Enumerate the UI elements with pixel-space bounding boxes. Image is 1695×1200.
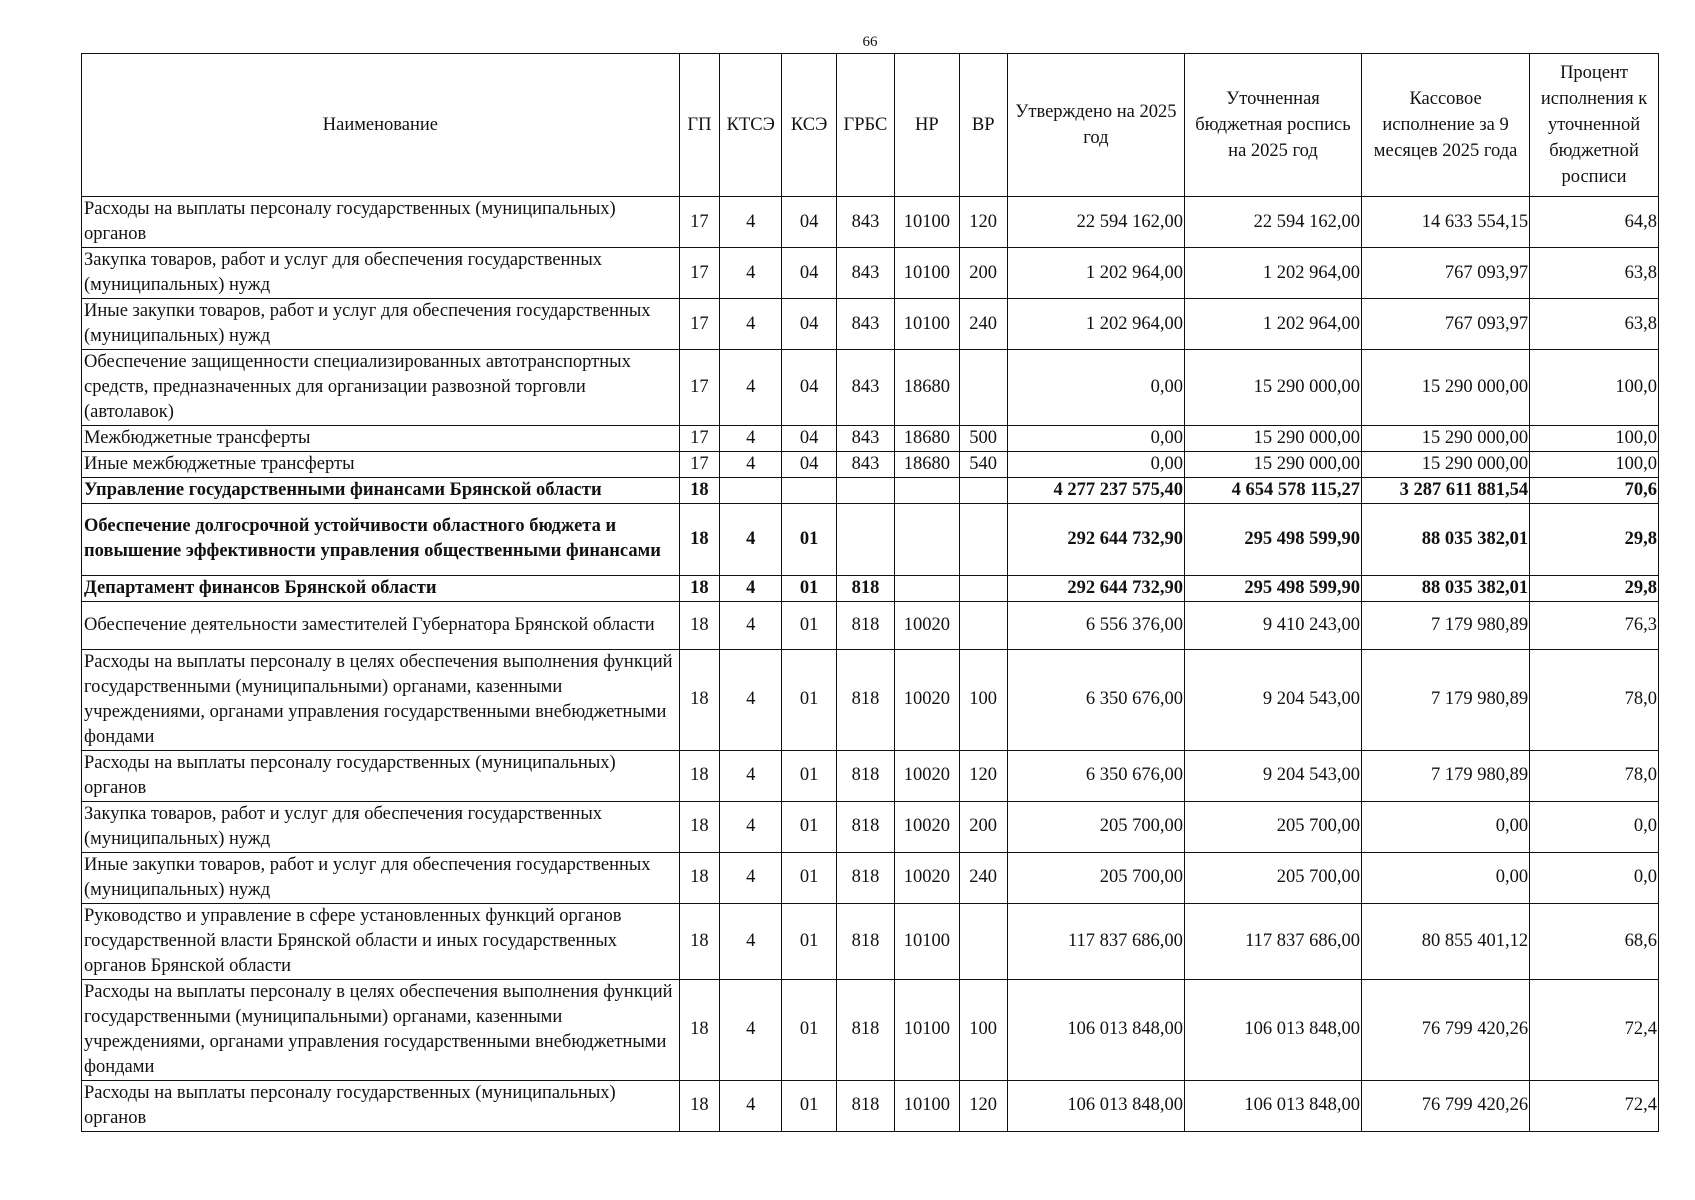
cell-gp: 18 [679,478,719,504]
cell-nr: 10100 [895,903,959,979]
cell-approved: 0,00 [1007,452,1184,478]
cell-percent: 72,4 [1530,1080,1659,1131]
cell-nr: 10100 [895,299,959,350]
cell-gp: 18 [679,979,719,1080]
cell-kse: 01 [782,801,836,852]
header-grbs: ГРБС [836,54,894,197]
table-row [82,504,1659,576]
cell-kse: 04 [782,299,836,350]
cell-percent: 63,8 [1530,299,1659,350]
cell-approved: 22 594 162,00 [1007,197,1184,248]
cell-name: Обеспечение защищенности специализированных автотранспортных средств, предназначенных для организации развозной торговли (автолавок) [82,350,680,426]
cell-refined: 22 594 162,00 [1184,197,1361,248]
cell-gp: 18 [679,852,719,903]
cell-nr: 18680 [895,350,959,426]
cell-ktse: 4 [720,197,782,248]
cell-nr [895,478,959,504]
cell-refined: 15 290 000,00 [1184,452,1361,478]
cell-gp: 17 [679,452,719,478]
cell-percent: 0,0 [1530,852,1659,903]
cell-refined: 295 498 599,90 [1184,504,1361,576]
cell-gp: 17 [679,350,719,426]
table-row [82,478,1659,504]
cell-cash: 88 035 382,01 [1362,575,1530,601]
header-nr: НР [895,54,959,197]
cell-cash: 0,00 [1362,852,1530,903]
page-number: 66 [862,34,878,50]
cell-percent: 76,3 [1530,601,1659,649]
cell-refined: 106 013 848,00 [1184,979,1361,1080]
cell-grbs: 843 [836,452,894,478]
cell-grbs: 818 [836,601,894,649]
cell-vr [959,903,1007,979]
cell-grbs: 843 [836,248,894,299]
cell-grbs: 818 [836,575,894,601]
cell-gp: 17 [679,426,719,452]
cell-nr: 10020 [895,601,959,649]
cell-name: Расходы на выплаты персоналу государственных (муниципальных) органов [82,197,680,248]
table-row [82,350,1659,426]
cell-vr: 540 [959,452,1007,478]
cell-name: Закупка товаров, работ и услуг для обеспечения государственных (муниципальных) нужд [82,801,680,852]
cell-grbs [836,504,894,576]
cell-vr: 120 [959,750,1007,801]
cell-refined: 117 837 686,00 [1184,903,1361,979]
header-cash: Кассовое исполнение за 9 месяцев 2025 года [1362,54,1530,197]
table-row [82,575,1659,601]
cell-vr: 240 [959,852,1007,903]
cell-name: Расходы на выплаты персоналу государственных (муниципальных) органов [82,1080,680,1131]
cell-kse: 01 [782,903,836,979]
cell-vr: 100 [959,649,1007,750]
cell-ktse: 4 [720,1080,782,1131]
table-row [82,197,1659,248]
cell-kse: 04 [782,248,836,299]
header-refined: Уточненная бюджетная роспись на 2025 год [1184,54,1361,197]
cell-refined: 15 290 000,00 [1184,350,1361,426]
cell-grbs: 843 [836,197,894,248]
cell-gp: 18 [679,1080,719,1131]
cell-gp: 18 [679,903,719,979]
cell-name: Департамент финансов Брянской области [82,575,680,601]
cell-cash: 0,00 [1362,801,1530,852]
cell-ktse: 4 [720,575,782,601]
cell-vr: 200 [959,801,1007,852]
cell-kse: 01 [782,979,836,1080]
header-name: Наименование [82,54,680,197]
header-percent: Процент исполнения к уточненной бюджетной росписи [1530,54,1659,197]
cell-name: Иные закупки товаров, работ и услуг для обеспечения государственных (муниципальных) нужд [82,852,680,903]
cell-cash: 14 633 554,15 [1362,197,1530,248]
cell-ktse: 4 [720,903,782,979]
cell-percent: 0,0 [1530,801,1659,852]
cell-grbs: 818 [836,649,894,750]
cell-kse: 01 [782,750,836,801]
cell-ktse [720,478,782,504]
cell-gp: 18 [679,575,719,601]
cell-gp: 18 [679,649,719,750]
cell-cash: 15 290 000,00 [1362,452,1530,478]
cell-name: Обеспечение деятельности заместителей Губернатора Брянской области [82,601,680,649]
cell-refined: 9 410 243,00 [1184,601,1361,649]
cell-approved: 117 837 686,00 [1007,903,1184,979]
cell-kse: 01 [782,1080,836,1131]
cell-nr [895,575,959,601]
cell-vr [959,575,1007,601]
cell-name: Руководство и управление в сфере установленных функций органов государственной власти Брянской области и иных государственных органов Брянской области [82,903,680,979]
cell-kse: 01 [782,649,836,750]
cell-nr: 10100 [895,197,959,248]
cell-cash: 767 093,97 [1362,248,1530,299]
cell-grbs: 843 [836,350,894,426]
cell-name: Расходы на выплаты персоналу государственных (муниципальных) органов [82,750,680,801]
cell-grbs: 843 [836,299,894,350]
budget-execution-table [81,53,1659,1132]
cell-refined: 4 654 578 115,27 [1184,478,1361,504]
header-approved: Утверждено на 2025 год [1007,54,1184,197]
cell-name: Обеспечение долгосрочной устойчивости областного бюджета и повышение эффективности управления общественными финансами [82,504,680,576]
cell-kse: 04 [782,452,836,478]
table-row [82,750,1659,801]
cell-vr [959,504,1007,576]
cell-ktse: 4 [720,426,782,452]
cell-ktse: 4 [720,299,782,350]
header-vr: ВР [959,54,1007,197]
cell-vr: 500 [959,426,1007,452]
cell-ktse: 4 [720,504,782,576]
cell-grbs [836,478,894,504]
cell-approved: 4 277 237 575,40 [1007,478,1184,504]
cell-grbs: 818 [836,801,894,852]
cell-gp: 17 [679,248,719,299]
cell-cash: 3 287 611 881,54 [1362,478,1530,504]
cell-percent: 78,0 [1530,649,1659,750]
cell-name: Иные закупки товаров, работ и услуг для обеспечения государственных (муниципальных) нужд [82,299,680,350]
cell-gp: 17 [679,197,719,248]
cell-vr [959,601,1007,649]
header-ktse: КТСЭ [720,54,782,197]
cell-cash: 7 179 980,89 [1362,649,1530,750]
cell-percent: 100,0 [1530,452,1659,478]
cell-refined: 9 204 543,00 [1184,750,1361,801]
cell-grbs: 818 [836,750,894,801]
cell-vr: 120 [959,197,1007,248]
table-row [82,801,1659,852]
table-row [82,1080,1659,1131]
cell-approved: 6 556 376,00 [1007,601,1184,649]
table-row [82,601,1659,649]
cell-vr [959,478,1007,504]
cell-gp: 18 [679,504,719,576]
cell-refined: 106 013 848,00 [1184,1080,1361,1131]
cell-vr: 240 [959,299,1007,350]
cell-cash: 76 799 420,26 [1362,979,1530,1080]
cell-cash: 767 093,97 [1362,299,1530,350]
cell-percent: 64,8 [1530,197,1659,248]
cell-nr: 10020 [895,750,959,801]
cell-percent: 100,0 [1530,350,1659,426]
cell-approved: 106 013 848,00 [1007,979,1184,1080]
cell-refined: 295 498 599,90 [1184,575,1361,601]
cell-nr: 18680 [895,426,959,452]
cell-grbs: 818 [836,852,894,903]
cell-ktse: 4 [720,801,782,852]
cell-vr: 120 [959,1080,1007,1131]
table-row [82,452,1659,478]
cell-ktse: 4 [720,852,782,903]
cell-percent: 29,8 [1530,575,1659,601]
cell-refined: 1 202 964,00 [1184,299,1361,350]
cell-percent: 63,8 [1530,248,1659,299]
cell-refined: 15 290 000,00 [1184,426,1361,452]
cell-kse: 04 [782,350,836,426]
cell-cash: 7 179 980,89 [1362,750,1530,801]
header-kse: КСЭ [782,54,836,197]
cell-ktse: 4 [720,350,782,426]
cell-gp: 18 [679,601,719,649]
cell-ktse: 4 [720,248,782,299]
cell-nr: 10100 [895,1080,959,1131]
cell-approved: 292 644 732,90 [1007,575,1184,601]
cell-kse: 04 [782,426,836,452]
cell-name: Расходы на выплаты персоналу в целях обеспечения выполнения функций государственными (муниципальными) органами, казенными учреждениями, органами управления государственными внебюджетными фондами [82,979,680,1080]
cell-gp: 18 [679,801,719,852]
cell-approved: 106 013 848,00 [1007,1080,1184,1131]
cell-approved: 205 700,00 [1007,852,1184,903]
cell-kse: 01 [782,575,836,601]
cell-kse: 01 [782,852,836,903]
table-row [82,299,1659,350]
cell-kse: 04 [782,197,836,248]
cell-approved: 292 644 732,90 [1007,504,1184,576]
cell-approved: 1 202 964,00 [1007,248,1184,299]
cell-percent: 29,8 [1530,504,1659,576]
table-header-row [82,54,1659,197]
cell-cash: 88 035 382,01 [1362,504,1530,576]
cell-approved: 6 350 676,00 [1007,750,1184,801]
cell-kse: 01 [782,601,836,649]
cell-refined: 1 202 964,00 [1184,248,1361,299]
cell-nr [895,504,959,576]
cell-kse: 01 [782,504,836,576]
cell-name: Иные межбюджетные трансферты [82,452,680,478]
cell-cash: 15 290 000,00 [1362,350,1530,426]
cell-percent: 78,0 [1530,750,1659,801]
cell-name: Расходы на выплаты персоналу в целях обеспечения выполнения функций государственными (муниципальными) органами, казенными учреждениями, органами управления государственными внебюджетными фондами [82,649,680,750]
cell-approved: 205 700,00 [1007,801,1184,852]
cell-nr: 18680 [895,452,959,478]
cell-vr: 100 [959,979,1007,1080]
cell-vr: 200 [959,248,1007,299]
table-row [82,903,1659,979]
cell-gp: 17 [679,299,719,350]
cell-nr: 10020 [895,801,959,852]
cell-approved: 0,00 [1007,350,1184,426]
cell-nr: 10020 [895,649,959,750]
cell-percent: 100,0 [1530,426,1659,452]
cell-cash: 76 799 420,26 [1362,1080,1530,1131]
cell-nr: 10100 [895,248,959,299]
cell-approved: 1 202 964,00 [1007,299,1184,350]
cell-ktse: 4 [720,452,782,478]
cell-grbs: 818 [836,903,894,979]
cell-nr: 10020 [895,852,959,903]
cell-ktse: 4 [720,750,782,801]
cell-refined: 205 700,00 [1184,852,1361,903]
cell-percent: 72,4 [1530,979,1659,1080]
cell-cash: 7 179 980,89 [1362,601,1530,649]
cell-ktse: 4 [720,601,782,649]
table-row [82,649,1659,750]
table-row [82,852,1659,903]
cell-gp: 18 [679,750,719,801]
cell-ktse: 4 [720,979,782,1080]
cell-name: Межбюджетные трансферты [82,426,680,452]
table-row [82,979,1659,1080]
cell-grbs: 843 [836,426,894,452]
cell-grbs: 818 [836,1080,894,1131]
table-row [82,248,1659,299]
table-row [82,426,1659,452]
cell-refined: 9 204 543,00 [1184,649,1361,750]
cell-cash: 15 290 000,00 [1362,426,1530,452]
cell-refined: 205 700,00 [1184,801,1361,852]
cell-name: Закупка товаров, работ и услуг для обеспечения государственных (муниципальных) нужд [82,248,680,299]
cell-approved: 6 350 676,00 [1007,649,1184,750]
cell-cash: 80 855 401,12 [1362,903,1530,979]
cell-approved: 0,00 [1007,426,1184,452]
cell-vr [959,350,1007,426]
cell-ktse: 4 [720,649,782,750]
table-body [82,197,1659,1132]
cell-percent: 70,6 [1530,478,1659,504]
cell-name: Управление государственными финансами Брянской области [82,478,680,504]
cell-nr: 10100 [895,979,959,1080]
cell-percent: 68,6 [1530,903,1659,979]
header-gp: ГП [679,54,719,197]
cell-kse [782,478,836,504]
cell-grbs: 818 [836,979,894,1080]
